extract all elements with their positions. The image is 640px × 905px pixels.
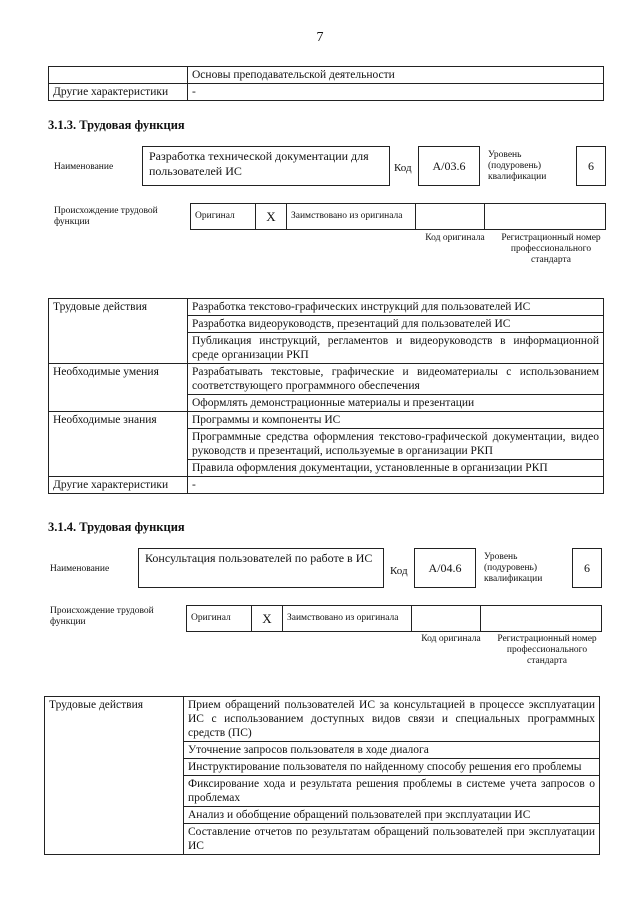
original-mark: X (252, 606, 283, 632)
code-label: Код (394, 162, 412, 174)
level-label: Уровень (подуровень) квалификации (484, 552, 543, 584)
name-label: Наименование (54, 162, 114, 172)
function-code-box: А/04.6 (414, 548, 476, 588)
knowledge-label: Необходимые знания (49, 412, 188, 477)
top-table-empty-cell (49, 67, 188, 84)
knowledge-item: Программные средства оформления текстово-графической документации, видео руководств и презентаций, используемые в организации РКП (188, 429, 604, 460)
code-original-cell (416, 204, 485, 230)
reg-number-caption: Регистрационный номер профессионального стандарта (497, 634, 597, 666)
action-item: Анализ и обобщение обращений пользователей при эксплуатации ИС (184, 807, 600, 824)
action-item: Составление отчетов по результатам обращений пользователей при эксплуатации ИС (184, 824, 600, 855)
action-item: Прием обращений пользователей ИС за консультацией в процессе эксплуатации ИС с использованием доступных видов связи и специальных программных средств (ПС) (184, 697, 600, 742)
level-box: 6 (572, 548, 602, 588)
action-item: Разработка видеоруководств, презентаций для пользователей ИС (188, 316, 604, 333)
action-item: Фиксирование хода и результата решения проблемы в системе учета запросов о проблемах (184, 776, 600, 807)
action-item: Разработка текстово-графических инструкций для пользователей ИС (188, 299, 604, 316)
borrowed-label: Заимствовано из оригинала (287, 204, 416, 230)
action-item: Инструктирование пользователя по найденному способу решения его проблемы (184, 759, 600, 776)
name-label: Наименование (50, 564, 110, 574)
actions-label: Трудовые действия (45, 697, 184, 855)
top-table (48, 66, 604, 101)
skill-item: Разрабатывать текстовые, графические и видеоматериалы с использованием соответствующего программного обеспечения (188, 364, 604, 395)
origin-label: Происхождение трудовой функции (50, 606, 154, 627)
other-label: Другие характеристики (49, 477, 188, 494)
code-original-caption: Код оригинала (421, 634, 481, 644)
page-number: 7 (316, 30, 324, 45)
top-table-value: Основы преподавательской деятельности (188, 67, 604, 84)
reg-number-caption: Регистрационный номер профессионального стандарта (501, 233, 601, 265)
section-heading: 3.1.3. Трудовая функция (48, 118, 185, 132)
skill-item: Оформлять демонстрационные материалы и презентации (188, 395, 604, 412)
original-mark: X (256, 204, 287, 230)
code-original-caption: Код оригинала (425, 233, 485, 243)
origin-table (186, 605, 602, 632)
knowledge-item: Правила оформления документации, установленные в организации РКП (188, 460, 604, 477)
origin-label: Происхождение трудовой функции (54, 206, 158, 227)
actions-label: Трудовые действия (49, 299, 188, 364)
level-box: 6 (576, 146, 606, 186)
code-original-cell (412, 606, 481, 632)
code-label: Код (390, 565, 408, 577)
function-name-box: Консультация пользователей по работе в ИС (138, 548, 384, 588)
function-name-box: Разработка технической документации для пользователей ИС (142, 146, 390, 186)
reg-number-cell (481, 606, 602, 632)
borrowed-label: Заимствовано из оригинала (283, 606, 412, 632)
top-table-label: Другие характеристики (49, 84, 188, 101)
knowledge-item: Программы и компоненты ИС (188, 412, 604, 429)
function-details-table (44, 696, 600, 855)
skills-label: Необходимые умения (49, 364, 188, 412)
level-label: Уровень (подуровень) квалификации (488, 150, 547, 182)
original-label: Оригинал (191, 204, 256, 230)
action-item: Уточнение запросов пользователя в ходе диалога (184, 742, 600, 759)
original-label: Оригинал (187, 606, 252, 632)
section-heading: 3.1.4. Трудовая функция (48, 520, 185, 534)
function-details-table (48, 298, 604, 494)
origin-table (190, 203, 606, 230)
reg-number-cell (485, 204, 606, 230)
top-table-other-value: - (188, 84, 604, 101)
function-code-box: А/03.6 (418, 146, 480, 186)
action-item: Публикация инструкций, регламентов и видеоруководств в информационной среде организации РКП (188, 333, 604, 364)
other-value: - (188, 477, 604, 494)
